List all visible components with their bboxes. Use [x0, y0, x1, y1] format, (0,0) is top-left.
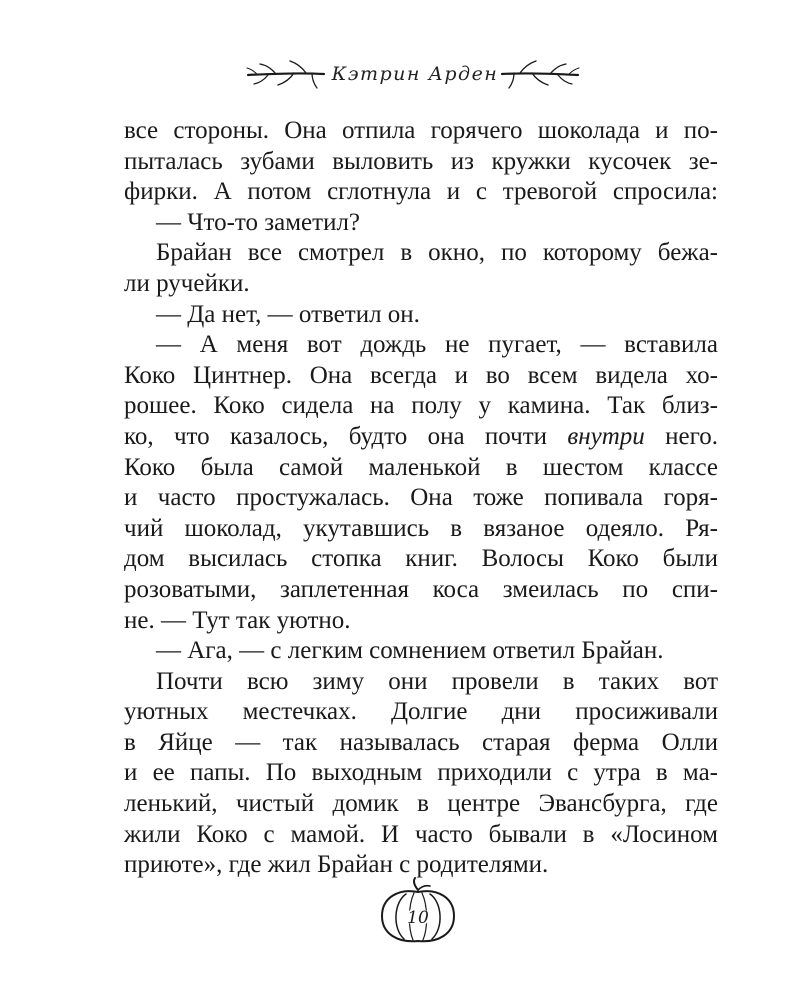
- body-text: [124, 116, 718, 881]
- emphasized-word: внутри: [567, 422, 645, 450]
- branch-ornament-right-icon: [500, 57, 580, 91]
- text-line: Почти всю зиму они провели в таких вот: [156, 667, 718, 695]
- text-line: дом высилась стопка книг. Волосы Коко были: [124, 545, 718, 573]
- text-line: — Что-то заметил?: [156, 208, 361, 236]
- text-line: розоватыми, заплетенная коса змеилась по спи-: [124, 575, 718, 603]
- page-number-badge: [378, 876, 458, 946]
- text-line: все стороны. Она отпила горячего шоколада и по-: [124, 117, 718, 144]
- text-line: — Ага, — с легким сомнением ответил Брайан.: [156, 637, 664, 665]
- text-line: Коко Цинтнер. Она всегда и во всем видела хо-: [124, 361, 718, 389]
- text-fragment: ко, что казалось, будто она почти: [124, 422, 568, 450]
- text-line: уютных местечках. Долгие дни просиживали: [124, 698, 718, 726]
- page-number: 10: [407, 908, 429, 928]
- text-line: — Да нет, — ответил он.: [156, 300, 420, 328]
- text-line: рошее. Коко сидела на полу у камина. Так близ-: [124, 392, 718, 420]
- text-line: жили Коко с мамой. И часто бывали в «Лосином: [124, 820, 718, 848]
- text-line: в Яйце — так называлась старая ферма Олли: [124, 728, 718, 756]
- text-line: не. — Тут так уютно.: [124, 606, 351, 634]
- text-line: фирки. А потом сглотнула и с тревогой спросила:: [124, 178, 718, 206]
- text-line: Коко была самой маленькой в шестом классе: [124, 453, 718, 481]
- text-line: чий шоколад, укутавшись в вязаное одеяло. Ря-: [124, 514, 718, 542]
- text-line: Брайан все смотрел в окно, по которому бежа-: [156, 239, 718, 267]
- text-line: пыталась зубами выловить из кружки кусочек зе-: [124, 147, 718, 175]
- text-line: и ее папы. По выходным приходили с утра в ма-: [124, 759, 718, 787]
- text-fragment: него.: [644, 422, 719, 450]
- text-line: ли ручейки.: [124, 269, 250, 297]
- text-line-with-emphasis: [124, 422, 718, 453]
- text-line: приюте», где жил Брайан с родителями.: [124, 851, 549, 879]
- branch-ornament-left-icon: [246, 57, 326, 91]
- running-header: [0, 55, 800, 95]
- text-line: ленький, чистый домик в центре Эвансбурга, где: [124, 790, 718, 818]
- text-line: — А меня вот дождь не пугает, — вставила: [156, 331, 718, 359]
- text-line: и часто простужалась. Она тоже попивала горя-: [124, 484, 718, 512]
- author-name: Кэтрин Арден: [331, 63, 499, 85]
